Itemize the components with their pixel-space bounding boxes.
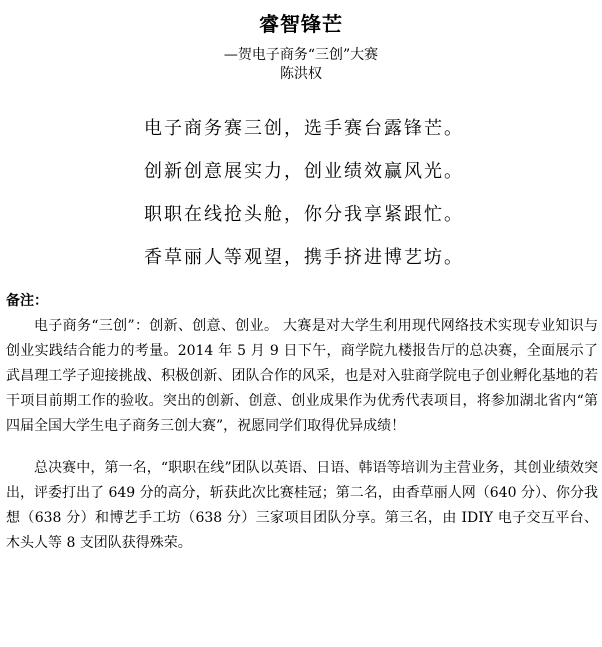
- document-author: 陈洪权: [280, 66, 322, 82]
- note-paragraph: 总决赛中，第一名，“职职在线”团队以英语、日语、韩语等培训为主营业务，其创业绩效突出，评委打出了 649 分的高分，斩获此次比赛桂冠；第二名，由香草丽人网（640 分）、你分我想（638 分）和博艺手工坊（638 分）三家项目团队分享。第三名，由 IDIY 电子交互平台、木头人等 8 支团队获得殊荣。: [6, 460, 598, 551]
- note-paragraph: 电子商务“三创”：创新、创意、创业。 大赛是对大学生利用现代网络技术实现专业知识与创业实践结合能力的考量。2014 年 5 月 9 日下午，商学院九楼报告厅的总决赛，全面展示了武昌理工学子迎接挑战、积极创新、团队合作的风采，也是对入驻商学院电子创业孵化基地的若干项目前期工作的验收。突出的创新、创意、创业成果作为优秀代表项目，将参加湖北省内“第四届全国大学生电子商务三创大赛”，祝愿同学们取得优异成绩！: [6, 318, 598, 434]
- document-subtitle: —贺电子商务“三创”大赛: [223, 47, 379, 63]
- note-label: 备注：: [6, 293, 48, 309]
- document-title: 睿智锋芒: [259, 12, 343, 36]
- poem-line: 电子商务赛三创，选手赛台露锋芒。: [144, 118, 464, 139]
- poem: [0, 112, 602, 284]
- poem-line: 职职在线抢头舱，你分我享紧跟忙。: [144, 204, 464, 225]
- poem-line: 创新创意展实力，创业绩效赢风光。: [144, 161, 464, 182]
- poem-line: 香草丽人等观望，携手挤进博艺坊。: [144, 247, 464, 268]
